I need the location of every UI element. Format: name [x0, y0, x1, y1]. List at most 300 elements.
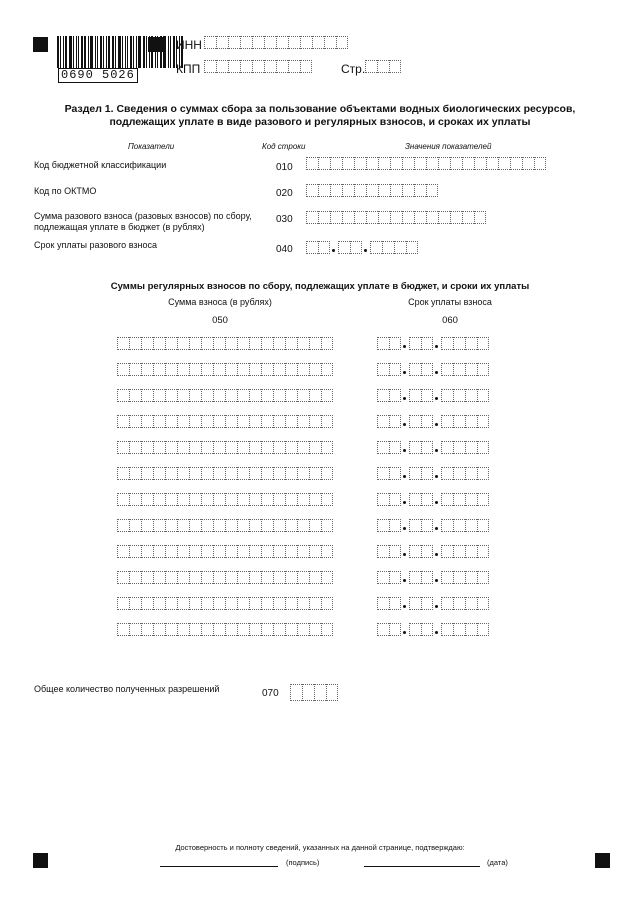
char-cell[interactable]: [297, 519, 309, 532]
char-cell[interactable]: [129, 545, 141, 558]
char-cell[interactable]: [377, 623, 389, 636]
date-segment[interactable]: [377, 415, 401, 428]
regular-due-date-field[interactable]: [377, 623, 489, 636]
char-cell[interactable]: [441, 519, 453, 532]
char-cell[interactable]: [153, 441, 165, 454]
char-cell[interactable]: [153, 467, 165, 480]
char-cell[interactable]: [389, 389, 401, 402]
char-cell[interactable]: [498, 157, 510, 170]
char-cell[interactable]: [338, 241, 350, 254]
regular-amount-field[interactable]: [117, 415, 333, 428]
char-cell[interactable]: [225, 545, 237, 558]
char-cell[interactable]: [421, 623, 433, 636]
char-cell[interactable]: [441, 493, 453, 506]
char-cell[interactable]: [453, 415, 465, 428]
char-cell[interactable]: [318, 184, 330, 197]
char-cell[interactable]: [390, 211, 402, 224]
char-cell[interactable]: [441, 363, 453, 376]
char-cell[interactable]: [237, 337, 249, 350]
char-cell[interactable]: [306, 184, 318, 197]
char-cell[interactable]: [477, 415, 489, 428]
char-cell[interactable]: [249, 337, 261, 350]
date-segment[interactable]: [377, 389, 401, 402]
date-segment[interactable]: [409, 467, 433, 480]
char-cell[interactable]: [394, 241, 406, 254]
date-segment[interactable]: [377, 597, 401, 610]
char-cell[interactable]: [237, 597, 249, 610]
char-cell[interactable]: [409, 467, 421, 480]
char-cell[interactable]: [225, 493, 237, 506]
char-cell[interactable]: [141, 571, 153, 584]
char-cell[interactable]: [117, 337, 129, 350]
regular-amount-field[interactable]: [117, 571, 333, 584]
char-cell[interactable]: [177, 623, 189, 636]
char-cell[interactable]: [213, 623, 225, 636]
char-cell[interactable]: [421, 337, 433, 350]
date-segment[interactable]: [370, 241, 418, 254]
char-cell[interactable]: [441, 571, 453, 584]
char-cell[interactable]: [354, 157, 366, 170]
char-cell[interactable]: [297, 571, 309, 584]
char-cell[interactable]: [402, 211, 414, 224]
char-cell[interactable]: [465, 597, 477, 610]
char-cell[interactable]: [300, 60, 312, 73]
char-cell[interactable]: [249, 441, 261, 454]
regular-amount-field[interactable]: [117, 467, 333, 480]
kbk-field[interactable]: [306, 157, 546, 170]
char-cell[interactable]: [389, 60, 401, 73]
date-segment[interactable]: [377, 441, 401, 454]
char-cell[interactable]: [213, 519, 225, 532]
char-cell[interactable]: [261, 493, 273, 506]
char-cell[interactable]: [213, 415, 225, 428]
char-cell[interactable]: [285, 623, 297, 636]
char-cell[interactable]: [465, 337, 477, 350]
char-cell[interactable]: [249, 389, 261, 402]
char-cell[interactable]: [486, 157, 498, 170]
char-cell[interactable]: [441, 337, 453, 350]
char-cell[interactable]: [297, 597, 309, 610]
char-cell[interactable]: [237, 441, 249, 454]
char-cell[interactable]: [177, 571, 189, 584]
regular-due-date-field[interactable]: [377, 467, 489, 480]
char-cell[interactable]: [177, 493, 189, 506]
char-cell[interactable]: [389, 519, 401, 532]
date-segment[interactable]: [409, 597, 433, 610]
char-cell[interactable]: [409, 337, 421, 350]
char-cell[interactable]: [249, 597, 261, 610]
char-cell[interactable]: [288, 36, 300, 49]
char-cell[interactable]: [249, 571, 261, 584]
char-cell[interactable]: [438, 211, 450, 224]
char-cell[interactable]: [297, 467, 309, 480]
char-cell[interactable]: [342, 184, 354, 197]
char-cell[interactable]: [409, 389, 421, 402]
char-cell[interactable]: [285, 545, 297, 558]
char-cell[interactable]: [141, 389, 153, 402]
char-cell[interactable]: [201, 493, 213, 506]
regular-due-date-field[interactable]: [377, 545, 489, 558]
char-cell[interactable]: [465, 493, 477, 506]
char-cell[interactable]: [465, 519, 477, 532]
char-cell[interactable]: [261, 571, 273, 584]
date-segment[interactable]: [409, 389, 433, 402]
char-cell[interactable]: [141, 337, 153, 350]
char-cell[interactable]: [201, 337, 213, 350]
date-segment[interactable]: [377, 571, 401, 584]
date-segment[interactable]: [377, 545, 401, 558]
char-cell[interactable]: [252, 60, 264, 73]
char-cell[interactable]: [306, 241, 318, 254]
permits-count-field[interactable]: [290, 684, 338, 701]
char-cell[interactable]: [377, 597, 389, 610]
char-cell[interactable]: [189, 337, 201, 350]
char-cell[interactable]: [297, 493, 309, 506]
char-cell[interactable]: [201, 415, 213, 428]
char-cell[interactable]: [421, 571, 433, 584]
char-cell[interactable]: [273, 519, 285, 532]
char-cell[interactable]: [450, 211, 462, 224]
char-cell[interactable]: [378, 157, 390, 170]
date-segment[interactable]: [409, 441, 433, 454]
regular-amount-field[interactable]: [117, 623, 333, 636]
char-cell[interactable]: [189, 597, 201, 610]
char-cell[interactable]: [421, 441, 433, 454]
char-cell[interactable]: [462, 157, 474, 170]
char-cell[interactable]: [177, 467, 189, 480]
char-cell[interactable]: [276, 36, 288, 49]
char-cell[interactable]: [453, 571, 465, 584]
char-cell[interactable]: [477, 597, 489, 610]
char-cell[interactable]: [474, 211, 486, 224]
char-cell[interactable]: [129, 389, 141, 402]
regular-due-date-field[interactable]: [377, 441, 489, 454]
char-cell[interactable]: [409, 623, 421, 636]
char-cell[interactable]: [309, 337, 321, 350]
char-cell[interactable]: [225, 571, 237, 584]
char-cell[interactable]: [273, 493, 285, 506]
char-cell[interactable]: [453, 493, 465, 506]
char-cell[interactable]: [117, 389, 129, 402]
char-cell[interactable]: [249, 623, 261, 636]
char-cell[interactable]: [297, 545, 309, 558]
char-cell[interactable]: [330, 157, 342, 170]
signature-line[interactable]: [160, 866, 278, 867]
char-cell[interactable]: [477, 389, 489, 402]
regular-due-date-field[interactable]: [377, 519, 489, 532]
char-cell[interactable]: [153, 519, 165, 532]
char-cell[interactable]: [228, 60, 240, 73]
char-cell[interactable]: [165, 571, 177, 584]
char-cell[interactable]: [213, 467, 225, 480]
char-cell[interactable]: [465, 545, 477, 558]
char-cell[interactable]: [117, 623, 129, 636]
date-segment[interactable]: [441, 519, 489, 532]
char-cell[interactable]: [324, 36, 336, 49]
char-cell[interactable]: [204, 36, 216, 49]
char-cell[interactable]: [366, 184, 378, 197]
char-cell[interactable]: [321, 337, 333, 350]
char-cell[interactable]: [141, 493, 153, 506]
char-cell[interactable]: [465, 389, 477, 402]
char-cell[interactable]: [201, 467, 213, 480]
char-cell[interactable]: [377, 415, 389, 428]
date-segment[interactable]: [409, 623, 433, 636]
date-segment[interactable]: [441, 545, 489, 558]
char-cell[interactable]: [225, 415, 237, 428]
char-cell[interactable]: [389, 571, 401, 584]
char-cell[interactable]: [321, 545, 333, 558]
char-cell[interactable]: [225, 337, 237, 350]
char-cell[interactable]: [213, 441, 225, 454]
char-cell[interactable]: [117, 597, 129, 610]
char-cell[interactable]: [378, 184, 390, 197]
char-cell[interactable]: [165, 337, 177, 350]
char-cell[interactable]: [453, 467, 465, 480]
char-cell[interactable]: [213, 545, 225, 558]
char-cell[interactable]: [321, 467, 333, 480]
char-cell[interactable]: [441, 415, 453, 428]
char-cell[interactable]: [309, 519, 321, 532]
regular-amount-field[interactable]: [117, 493, 333, 506]
char-cell[interactable]: [177, 363, 189, 376]
char-cell[interactable]: [297, 389, 309, 402]
char-cell[interactable]: [306, 211, 318, 224]
char-cell[interactable]: [228, 36, 240, 49]
char-cell[interactable]: [421, 493, 433, 506]
char-cell[interactable]: [165, 363, 177, 376]
char-cell[interactable]: [309, 493, 321, 506]
char-cell[interactable]: [153, 597, 165, 610]
char-cell[interactable]: [141, 597, 153, 610]
regular-due-date-field[interactable]: [377, 597, 489, 610]
date-segment[interactable]: [409, 493, 433, 506]
char-cell[interactable]: [216, 36, 228, 49]
char-cell[interactable]: [201, 571, 213, 584]
char-cell[interactable]: [117, 519, 129, 532]
char-cell[interactable]: [302, 684, 314, 701]
char-cell[interactable]: [225, 597, 237, 610]
char-cell[interactable]: [321, 571, 333, 584]
regular-amount-field[interactable]: [117, 337, 333, 350]
char-cell[interactable]: [261, 467, 273, 480]
char-cell[interactable]: [377, 467, 389, 480]
char-cell[interactable]: [309, 545, 321, 558]
char-cell[interactable]: [421, 389, 433, 402]
char-cell[interactable]: [309, 467, 321, 480]
char-cell[interactable]: [377, 389, 389, 402]
char-cell[interactable]: [285, 415, 297, 428]
char-cell[interactable]: [321, 597, 333, 610]
date-segment[interactable]: [306, 241, 330, 254]
char-cell[interactable]: [237, 389, 249, 402]
char-cell[interactable]: [309, 415, 321, 428]
char-cell[interactable]: [409, 571, 421, 584]
char-cell[interactable]: [117, 441, 129, 454]
char-cell[interactable]: [441, 545, 453, 558]
char-cell[interactable]: [237, 363, 249, 376]
char-cell[interactable]: [409, 363, 421, 376]
char-cell[interactable]: [389, 597, 401, 610]
char-cell[interactable]: [285, 441, 297, 454]
one-time-amount-field[interactable]: [306, 211, 486, 224]
char-cell[interactable]: [153, 623, 165, 636]
date-segment[interactable]: [377, 467, 401, 480]
char-cell[interactable]: [297, 623, 309, 636]
char-cell[interactable]: [354, 184, 366, 197]
date-segment[interactable]: [441, 441, 489, 454]
char-cell[interactable]: [377, 571, 389, 584]
char-cell[interactable]: [421, 545, 433, 558]
date-segment[interactable]: [441, 337, 489, 350]
regular-due-date-field[interactable]: [377, 415, 489, 428]
char-cell[interactable]: [225, 623, 237, 636]
char-cell[interactable]: [409, 493, 421, 506]
char-cell[interactable]: [297, 441, 309, 454]
char-cell[interactable]: [273, 571, 285, 584]
char-cell[interactable]: [204, 60, 216, 73]
char-cell[interactable]: [261, 545, 273, 558]
date-segment[interactable]: [441, 389, 489, 402]
char-cell[interactable]: [300, 36, 312, 49]
char-cell[interactable]: [421, 467, 433, 480]
char-cell[interactable]: [438, 157, 450, 170]
char-cell[interactable]: [165, 597, 177, 610]
char-cell[interactable]: [321, 493, 333, 506]
char-cell[interactable]: [177, 545, 189, 558]
char-cell[interactable]: [370, 241, 382, 254]
char-cell[interactable]: [141, 363, 153, 376]
char-cell[interactable]: [213, 571, 225, 584]
char-cell[interactable]: [165, 545, 177, 558]
char-cell[interactable]: [414, 157, 426, 170]
char-cell[interactable]: [153, 571, 165, 584]
char-cell[interactable]: [273, 415, 285, 428]
char-cell[interactable]: [240, 60, 252, 73]
char-cell[interactable]: [273, 363, 285, 376]
char-cell[interactable]: [389, 623, 401, 636]
char-cell[interactable]: [189, 571, 201, 584]
char-cell[interactable]: [389, 493, 401, 506]
char-cell[interactable]: [441, 441, 453, 454]
char-cell[interactable]: [153, 415, 165, 428]
char-cell[interactable]: [453, 623, 465, 636]
char-cell[interactable]: [213, 597, 225, 610]
char-cell[interactable]: [288, 60, 300, 73]
char-cell[interactable]: [297, 415, 309, 428]
date-segment[interactable]: [409, 337, 433, 350]
char-cell[interactable]: [201, 363, 213, 376]
char-cell[interactable]: [189, 467, 201, 480]
char-cell[interactable]: [261, 623, 273, 636]
char-cell[interactable]: [141, 519, 153, 532]
char-cell[interactable]: [382, 241, 394, 254]
date-segment[interactable]: [377, 493, 401, 506]
char-cell[interactable]: [237, 467, 249, 480]
char-cell[interactable]: [453, 545, 465, 558]
char-cell[interactable]: [465, 415, 477, 428]
date-segment[interactable]: [338, 241, 362, 254]
char-cell[interactable]: [285, 467, 297, 480]
char-cell[interactable]: [261, 519, 273, 532]
char-cell[interactable]: [141, 441, 153, 454]
date-segment[interactable]: [409, 571, 433, 584]
char-cell[interactable]: [389, 337, 401, 350]
char-cell[interactable]: [225, 441, 237, 454]
char-cell[interactable]: [117, 467, 129, 480]
char-cell[interactable]: [177, 519, 189, 532]
char-cell[interactable]: [165, 493, 177, 506]
char-cell[interactable]: [213, 363, 225, 376]
char-cell[interactable]: [421, 415, 433, 428]
char-cell[interactable]: [465, 571, 477, 584]
char-cell[interactable]: [273, 545, 285, 558]
char-cell[interactable]: [453, 441, 465, 454]
char-cell[interactable]: [189, 441, 201, 454]
char-cell[interactable]: [462, 211, 474, 224]
char-cell[interactable]: [252, 36, 264, 49]
char-cell[interactable]: [153, 493, 165, 506]
char-cell[interactable]: [477, 467, 489, 480]
char-cell[interactable]: [441, 467, 453, 480]
char-cell[interactable]: [237, 571, 249, 584]
char-cell[interactable]: [165, 389, 177, 402]
regular-amount-field[interactable]: [117, 441, 333, 454]
char-cell[interactable]: [201, 597, 213, 610]
char-cell[interactable]: [201, 389, 213, 402]
char-cell[interactable]: [326, 684, 338, 701]
char-cell[interactable]: [450, 157, 462, 170]
char-cell[interactable]: [129, 493, 141, 506]
char-cell[interactable]: [189, 389, 201, 402]
char-cell[interactable]: [477, 363, 489, 376]
char-cell[interactable]: [249, 467, 261, 480]
char-cell[interactable]: [165, 415, 177, 428]
char-cell[interactable]: [261, 389, 273, 402]
char-cell[interactable]: [276, 60, 288, 73]
char-cell[interactable]: [264, 60, 276, 73]
char-cell[interactable]: [377, 545, 389, 558]
char-cell[interactable]: [273, 337, 285, 350]
char-cell[interactable]: [389, 467, 401, 480]
char-cell[interactable]: [216, 60, 228, 73]
char-cell[interactable]: [510, 157, 522, 170]
inn-field[interactable]: [204, 36, 348, 49]
char-cell[interactable]: [409, 415, 421, 428]
char-cell[interactable]: [129, 415, 141, 428]
char-cell[interactable]: [297, 363, 309, 376]
char-cell[interactable]: [129, 623, 141, 636]
char-cell[interactable]: [165, 519, 177, 532]
char-cell[interactable]: [213, 389, 225, 402]
char-cell[interactable]: [189, 415, 201, 428]
char-cell[interactable]: [165, 467, 177, 480]
char-cell[interactable]: [377, 363, 389, 376]
char-cell[interactable]: [318, 211, 330, 224]
date-segment[interactable]: [441, 623, 489, 636]
char-cell[interactable]: [330, 211, 342, 224]
char-cell[interactable]: [285, 519, 297, 532]
char-cell[interactable]: [421, 363, 433, 376]
regular-due-date-field[interactable]: [377, 493, 489, 506]
char-cell[interactable]: [297, 337, 309, 350]
char-cell[interactable]: [426, 184, 438, 197]
char-cell[interactable]: [477, 493, 489, 506]
char-cell[interactable]: [406, 241, 418, 254]
char-cell[interactable]: [465, 467, 477, 480]
char-cell[interactable]: [477, 545, 489, 558]
char-cell[interactable]: [237, 415, 249, 428]
